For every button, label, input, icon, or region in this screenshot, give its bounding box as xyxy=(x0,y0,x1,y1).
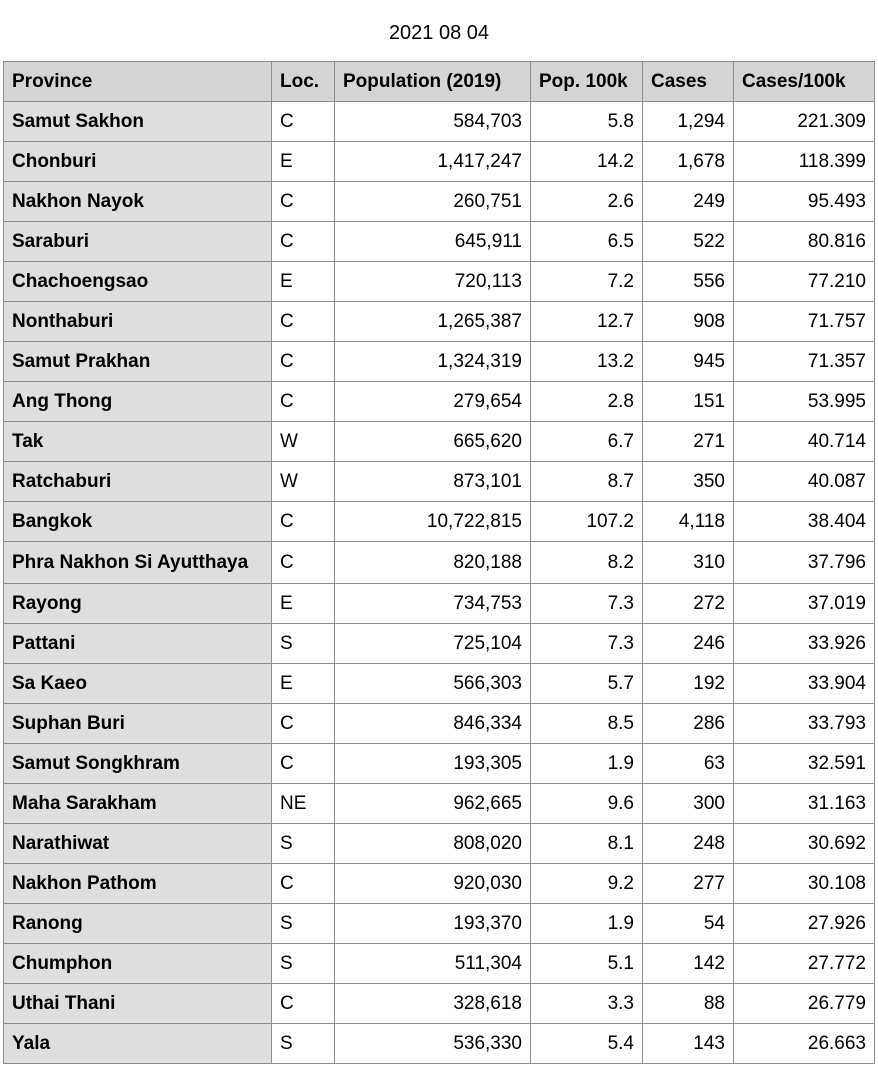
cell-province: Tak xyxy=(4,422,272,462)
header-province: Province xyxy=(4,62,272,102)
cell-province: Nakhon Nayok xyxy=(4,182,272,222)
cell-cases-per-100k: 71.757 xyxy=(734,302,875,342)
cell-pop-100k: 7.3 xyxy=(531,624,643,664)
cell-population: 873,101 xyxy=(335,462,531,502)
cell-loc: C xyxy=(272,222,335,262)
cell-cases-per-100k: 33.926 xyxy=(734,624,875,664)
cell-cases: 945 xyxy=(643,342,734,382)
cell-cases-per-100k: 26.663 xyxy=(734,1024,875,1064)
cell-province: Saraburi xyxy=(4,222,272,262)
cell-loc: S xyxy=(272,624,335,664)
header-loc: Loc. xyxy=(272,62,335,102)
cell-cases: 142 xyxy=(643,944,734,984)
cell-population: 193,305 xyxy=(335,744,531,784)
cell-cases: 277 xyxy=(643,864,734,904)
table-row xyxy=(4,542,875,584)
cell-population: 725,104 xyxy=(335,624,531,664)
cell-loc: E xyxy=(272,262,335,302)
table-row xyxy=(4,624,875,664)
table-row xyxy=(4,142,875,182)
cell-cases-per-100k: 33.904 xyxy=(734,664,875,704)
data-table xyxy=(3,61,875,1064)
table-row xyxy=(4,704,875,744)
cell-cases-per-100k: 30.108 xyxy=(734,864,875,904)
cell-loc: C xyxy=(272,502,335,542)
cell-population: 260,751 xyxy=(335,182,531,222)
table-row xyxy=(4,864,875,904)
cell-pop-100k: 7.3 xyxy=(531,584,643,624)
cell-loc: C xyxy=(272,342,335,382)
cell-population: 584,703 xyxy=(335,102,531,142)
cell-cases: 54 xyxy=(643,904,734,944)
cell-cases-per-100k: 80.816 xyxy=(734,222,875,262)
cell-province: Samut Sakhon xyxy=(4,102,272,142)
cell-province: Ratchaburi xyxy=(4,462,272,502)
cell-loc: C xyxy=(272,382,335,422)
table-row xyxy=(4,222,875,262)
table-row xyxy=(4,584,875,624)
cell-population: 720,113 xyxy=(335,262,531,302)
table-row xyxy=(4,502,875,542)
table-row xyxy=(4,422,875,462)
cell-pop-100k: 8.5 xyxy=(531,704,643,744)
cell-cases-per-100k: 40.714 xyxy=(734,422,875,462)
cell-population: 566,303 xyxy=(335,664,531,704)
cell-population: 1,324,319 xyxy=(335,342,531,382)
table-row xyxy=(4,462,875,502)
cell-population: 846,334 xyxy=(335,704,531,744)
page-title: 2021 08 04 xyxy=(388,22,490,44)
cell-province: Suphan Buri xyxy=(4,704,272,744)
header-pop-100k: Pop. 100k xyxy=(531,62,643,102)
cell-pop-100k: 9.6 xyxy=(531,784,643,824)
cell-pop-100k: 7.2 xyxy=(531,262,643,302)
table-row xyxy=(4,1024,875,1064)
cell-loc: NE xyxy=(272,784,335,824)
cell-cases: 556 xyxy=(643,262,734,302)
cell-cases-per-100k: 118.399 xyxy=(734,142,875,182)
cell-population: 1,265,387 xyxy=(335,302,531,342)
cell-cases: 246 xyxy=(643,624,734,664)
cell-province: Uthai Thani xyxy=(4,984,272,1024)
cell-province: Nonthaburi xyxy=(4,302,272,342)
cell-pop-100k: 5.8 xyxy=(531,102,643,142)
cell-pop-100k: 8.7 xyxy=(531,462,643,502)
cell-cases-per-100k: 38.404 xyxy=(734,502,875,542)
cell-cases-per-100k: 37.019 xyxy=(734,584,875,624)
cell-cases: 63 xyxy=(643,744,734,784)
cell-loc: C xyxy=(272,704,335,744)
cell-cases-per-100k: 32.591 xyxy=(734,744,875,784)
table-row xyxy=(4,904,875,944)
cell-province: Chumphon xyxy=(4,944,272,984)
table-row xyxy=(4,262,875,302)
cell-loc: C xyxy=(272,864,335,904)
cell-cases: 249 xyxy=(643,182,734,222)
cell-cases: 300 xyxy=(643,784,734,824)
cell-loc: C xyxy=(272,102,335,142)
cell-pop-100k: 6.5 xyxy=(531,222,643,262)
cell-province: Bangkok xyxy=(4,502,272,542)
cell-loc: E xyxy=(272,584,335,624)
cell-province: Ang Thong xyxy=(4,382,272,422)
cell-province: Rayong xyxy=(4,584,272,624)
table-body xyxy=(4,102,875,1064)
cell-population: 279,654 xyxy=(335,382,531,422)
cell-cases: 1,294 xyxy=(643,102,734,142)
cell-loc: E xyxy=(272,664,335,704)
cell-population: 808,020 xyxy=(335,824,531,864)
cell-population: 820,188 xyxy=(335,542,531,584)
cell-province: Narathiwat xyxy=(4,824,272,864)
cell-cases: 151 xyxy=(643,382,734,422)
cell-cases: 522 xyxy=(643,222,734,262)
cell-pop-100k: 14.2 xyxy=(531,142,643,182)
cell-population: 665,620 xyxy=(335,422,531,462)
header-row xyxy=(4,62,875,102)
cell-loc: S xyxy=(272,904,335,944)
cell-pop-100k: 2.6 xyxy=(531,182,643,222)
cell-pop-100k: 5.1 xyxy=(531,944,643,984)
cell-pop-100k: 13.2 xyxy=(531,342,643,382)
cell-pop-100k: 2.8 xyxy=(531,382,643,422)
cell-pop-100k: 107.2 xyxy=(531,502,643,542)
cell-pop-100k: 12.7 xyxy=(531,302,643,342)
cell-province: Pattani xyxy=(4,624,272,664)
cell-cases: 272 xyxy=(643,584,734,624)
cell-population: 645,911 xyxy=(335,222,531,262)
cell-cases: 286 xyxy=(643,704,734,744)
cell-loc: S xyxy=(272,1024,335,1064)
cell-province: Sa Kaeo xyxy=(4,664,272,704)
cell-pop-100k: 3.3 xyxy=(531,984,643,1024)
cell-population: 511,304 xyxy=(335,944,531,984)
cell-pop-100k: 5.7 xyxy=(531,664,643,704)
cell-pop-100k: 8.2 xyxy=(531,542,643,584)
cell-province: Nakhon Pathom xyxy=(4,864,272,904)
cell-province: Phra Nakhon Si Ayutthaya xyxy=(4,542,272,584)
cell-province: Chonburi xyxy=(4,142,272,182)
cell-cases-per-100k: 30.692 xyxy=(734,824,875,864)
cell-province: Ranong xyxy=(4,904,272,944)
cell-pop-100k: 6.7 xyxy=(531,422,643,462)
cell-province: Chachoengsao xyxy=(4,262,272,302)
cell-cases: 271 xyxy=(643,422,734,462)
cell-cases-per-100k: 221.309 xyxy=(734,102,875,142)
cell-cases-per-100k: 71.357 xyxy=(734,342,875,382)
cell-population: 328,618 xyxy=(335,984,531,1024)
cell-cases-per-100k: 33.793 xyxy=(734,704,875,744)
table-row xyxy=(4,744,875,784)
cell-cases: 192 xyxy=(643,664,734,704)
cell-pop-100k: 1.9 xyxy=(531,744,643,784)
header-population: Population (2019) xyxy=(335,62,531,102)
cell-cases-per-100k: 53.995 xyxy=(734,382,875,422)
header-cases-per-100k: Cases/100k xyxy=(734,62,875,102)
cell-cases-per-100k: 37.796 xyxy=(734,542,875,584)
cell-cases: 248 xyxy=(643,824,734,864)
cell-population: 193,370 xyxy=(335,904,531,944)
cell-population: 536,330 xyxy=(335,1024,531,1064)
table-row xyxy=(4,824,875,864)
cell-pop-100k: 1.9 xyxy=(531,904,643,944)
table-header xyxy=(4,62,875,102)
table-row xyxy=(4,382,875,422)
cell-province: Samut Songkhram xyxy=(4,744,272,784)
cell-cases: 908 xyxy=(643,302,734,342)
cell-loc: W xyxy=(272,422,335,462)
cell-loc: S xyxy=(272,944,335,984)
cell-cases-per-100k: 27.926 xyxy=(734,904,875,944)
cell-population: 10,722,815 xyxy=(335,502,531,542)
cell-cases: 1,678 xyxy=(643,142,734,182)
cell-population: 920,030 xyxy=(335,864,531,904)
cell-population: 962,665 xyxy=(335,784,531,824)
cell-loc: C xyxy=(272,744,335,784)
cell-population: 1,417,247 xyxy=(335,142,531,182)
table-row xyxy=(4,664,875,704)
cell-province: Yala xyxy=(4,1024,272,1064)
cell-cases: 4,118 xyxy=(643,502,734,542)
table-row xyxy=(4,102,875,142)
cell-cases: 88 xyxy=(643,984,734,1024)
cell-pop-100k: 5.4 xyxy=(531,1024,643,1064)
cell-loc: C xyxy=(272,302,335,342)
cell-loc: W xyxy=(272,462,335,502)
cell-cases-per-100k: 40.087 xyxy=(734,462,875,502)
table-row xyxy=(4,944,875,984)
cell-loc: S xyxy=(272,824,335,864)
cell-loc: C xyxy=(272,182,335,222)
table-row xyxy=(4,302,875,342)
cell-pop-100k: 8.1 xyxy=(531,824,643,864)
cell-cases-per-100k: 77.210 xyxy=(734,262,875,302)
table-row xyxy=(4,182,875,222)
cell-cases: 143 xyxy=(643,1024,734,1064)
header-cases: Cases xyxy=(643,62,734,102)
cell-population: 734,753 xyxy=(335,584,531,624)
table-row xyxy=(4,984,875,1024)
cell-cases: 350 xyxy=(643,462,734,502)
cell-cases-per-100k: 31.163 xyxy=(734,784,875,824)
cell-pop-100k: 9.2 xyxy=(531,864,643,904)
cell-cases: 310 xyxy=(643,542,734,584)
table-row xyxy=(4,784,875,824)
cell-cases-per-100k: 95.493 xyxy=(734,182,875,222)
cell-province: Maha Sarakham xyxy=(4,784,272,824)
cell-cases-per-100k: 26.779 xyxy=(734,984,875,1024)
cell-cases-per-100k: 27.772 xyxy=(734,944,875,984)
cell-province: Samut Prakhan xyxy=(4,342,272,382)
cell-loc: C xyxy=(272,542,335,584)
cell-loc: E xyxy=(272,142,335,182)
table-row xyxy=(4,342,875,382)
cell-loc: C xyxy=(272,984,335,1024)
